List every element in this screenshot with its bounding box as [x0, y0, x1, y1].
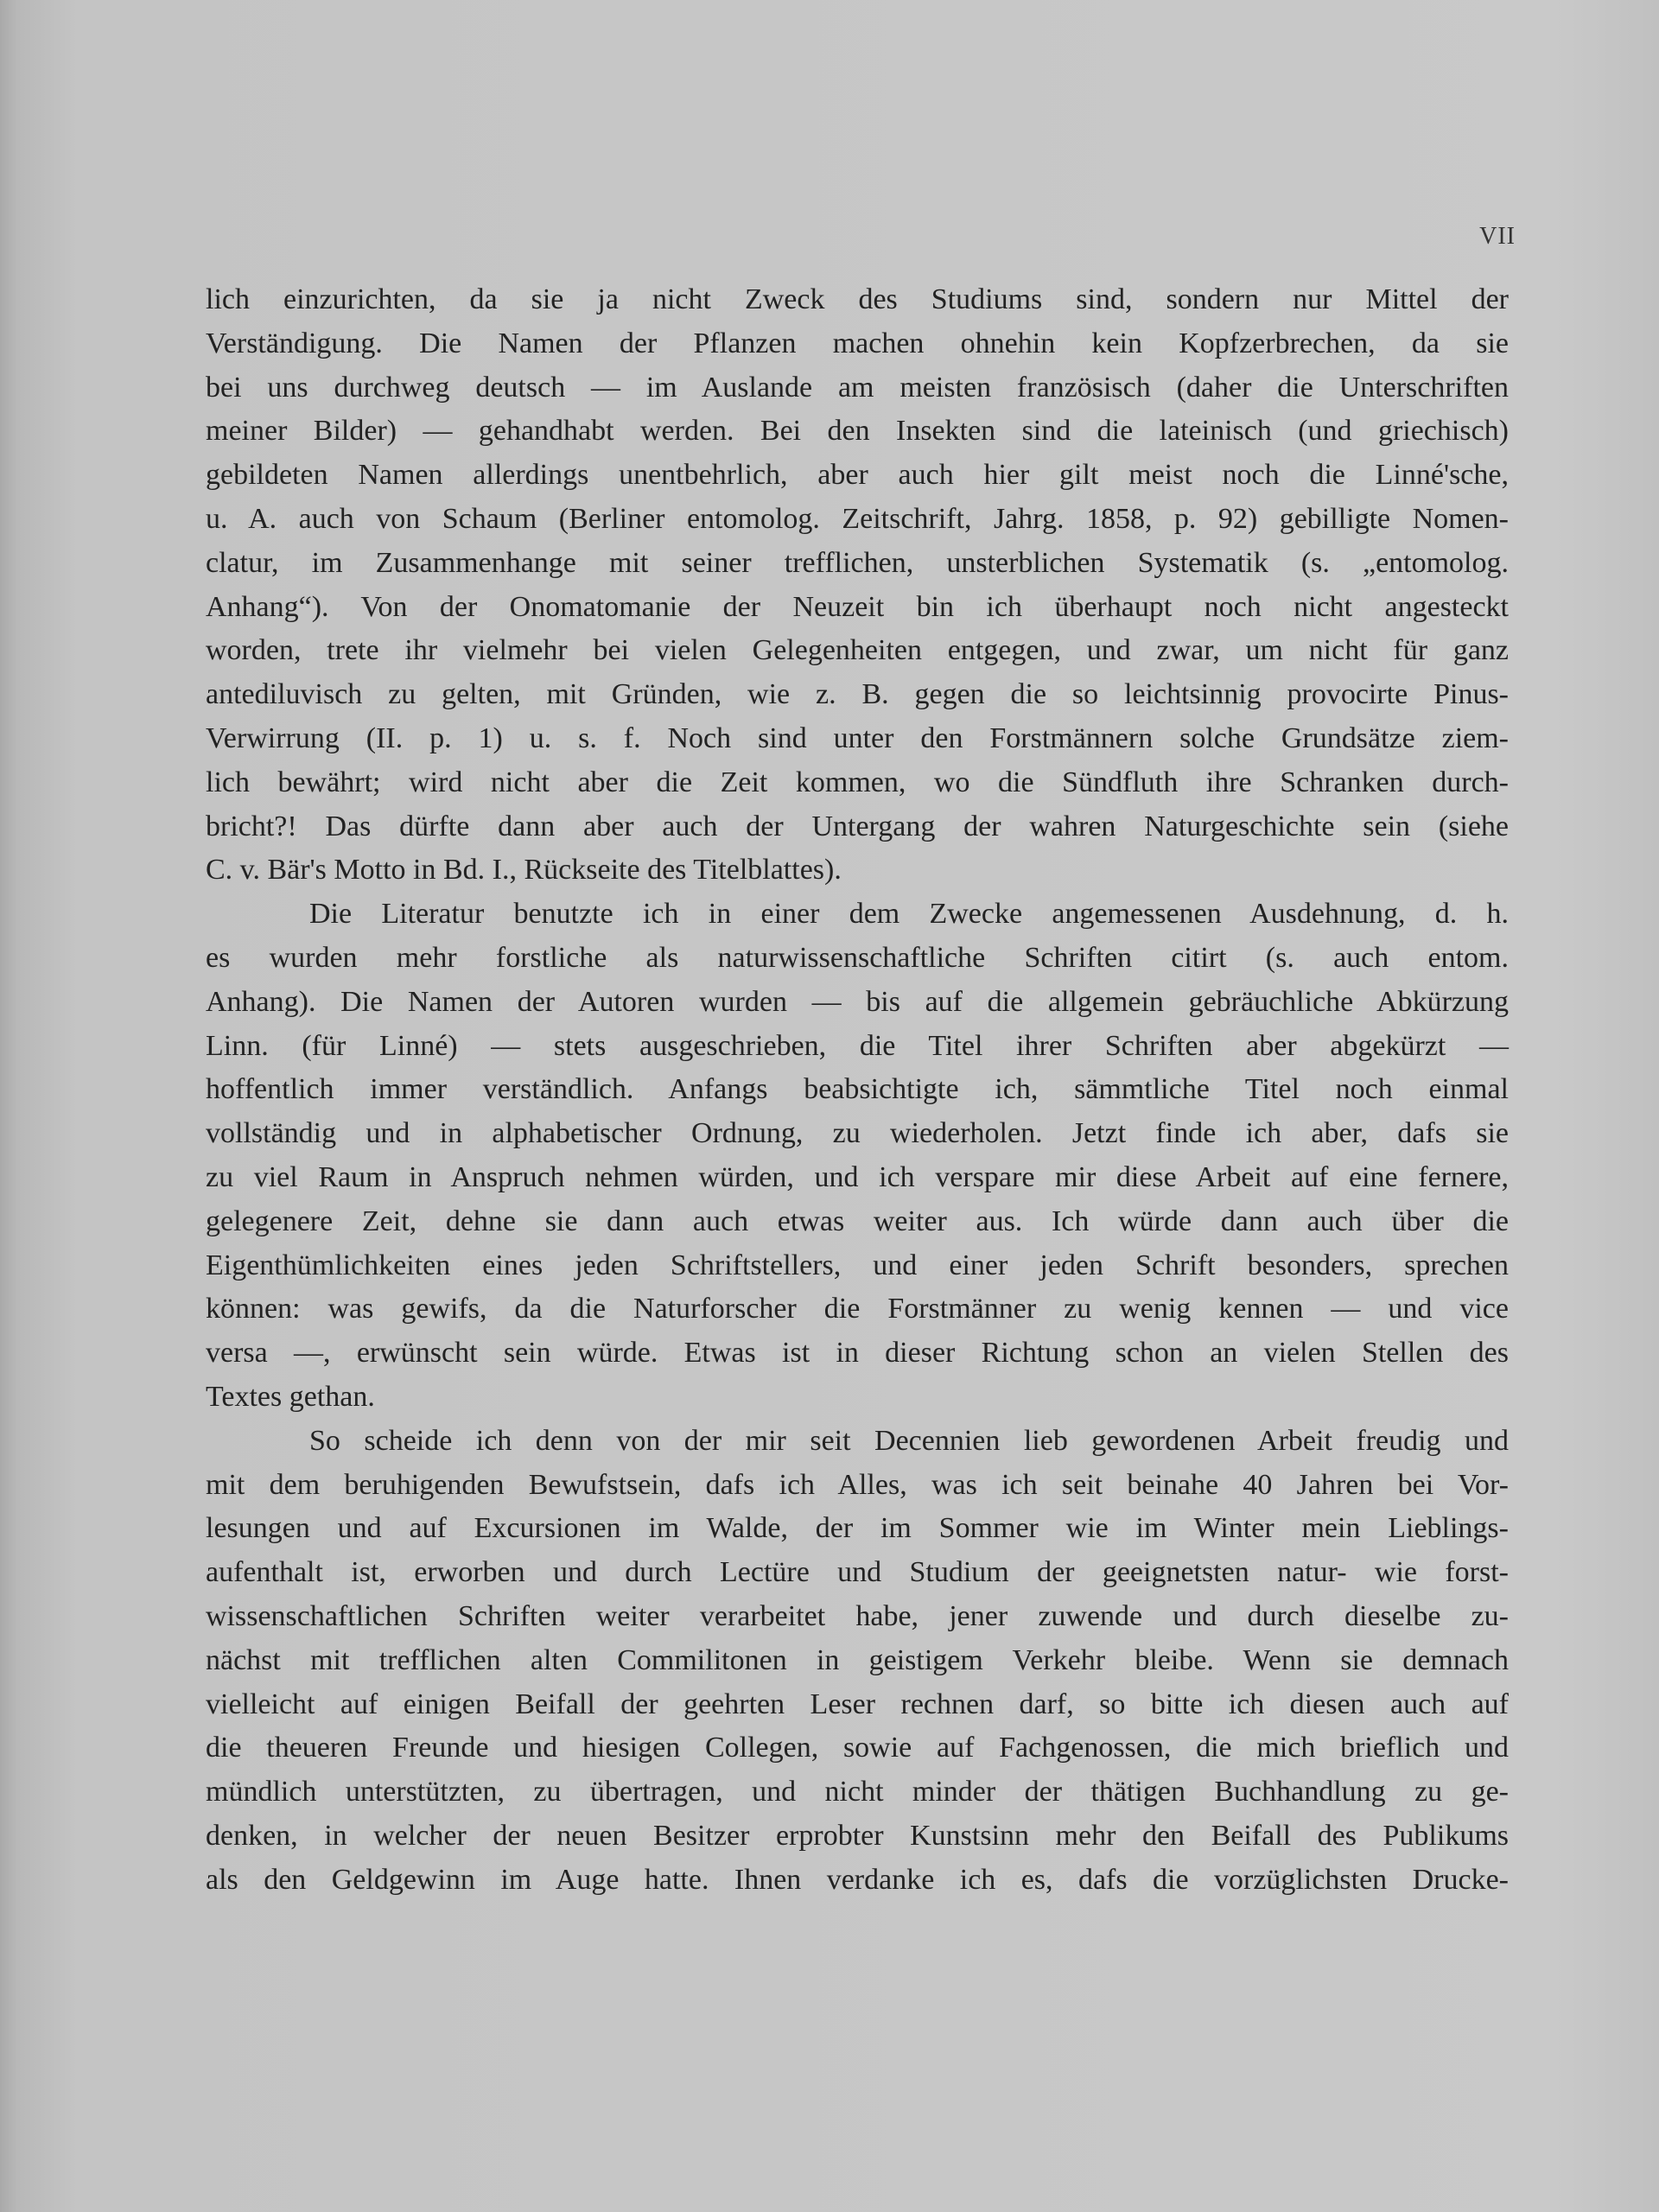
text-line: Die Literatur benutzte ich in einer dem Zwecke angemessenen Ausdehnung, d. h. [309, 898, 1509, 931]
text-line: aufenthalt ist, erworben und durch Lectüre und Studium der geeignetsten natur- wie forst- [206, 1556, 1509, 1589]
text-line: zu viel Raum in Anspruch nehmen würden, und ich verspare mir diese Arbeit auf eine fernere, [206, 1160, 1509, 1193]
text-line: mündlich unterstützten, zu übertragen, und nicht minder der thätigen Buchhandlung zu ge- [206, 1776, 1509, 1808]
text-line: Linn. (für Linné) — stets ausgeschrieben, die Titel ihrer Schriften aber abgekürzt — [206, 1029, 1509, 1062]
paragraph-2 [206, 893, 1509, 1420]
body-text [206, 278, 1509, 1902]
text-line: C. v. Bär's Motto in Bd. I., Rückseite des Titelblattes). [206, 854, 842, 887]
text-line: vollständig und in alphabetischer Ordnung, zu wiederholen. Jetzt finde ich aber, dafs sie [206, 1117, 1509, 1150]
text-line: Verwirrung (II. p. 1) u. s. f. Noch sind unter den Forstmännern solche Grundsätze ziem- [206, 721, 1509, 754]
text-line: u. A. auch von Schaum (Berliner entomolog. Zeitschrift, Jahrg. 1858, p. 92) gebilligte Nomen- [206, 502, 1509, 535]
text-line: Eigenthümlichkeiten eines jeden Schriftstellers, und einer jeden Schrift besonders, sprechen [206, 1249, 1509, 1281]
text-line: als den Geldgewinn im Auge hatte. Ihnen verdanke ich es, dafs die vorzüglichsten Drucke- [206, 1863, 1509, 1896]
text-line: Anhang). Die Namen der Autoren wurden — bis auf die allgemein gebräuchliche Abkürzung [206, 985, 1509, 1018]
text-line: bricht?! Das dürfte dann aber auch der Untergang der wahren Naturgeschichte sein (siehe [206, 810, 1509, 842]
text-line: bei uns durchweg deutsch — im Auslande am meisten französisch (daher die Unterschriften [206, 371, 1509, 404]
text-line: antediluvisch zu gelten, mit Gründen, wie z. B. gegen die so leichtsinnig provocirte Pinus- [206, 678, 1509, 711]
text-line: worden, trete ihr vielmehr bei vielen Gelegenheiten entgegen, und zwar, um nicht für ganz [206, 634, 1509, 667]
text-line: die theueren Freunde und hiesigen Collegen, sowie auf Fachgenossen, die mich brieflich und [206, 1732, 1509, 1764]
text-line: es wurden mehr forstliche als naturwissenschaftliche Schriften citirt (s. auch entom. [206, 941, 1509, 974]
text-line: mit dem beruhigenden Bewufstsein, dafs ich Alles, was ich seit beinahe 40 Jahren bei Vor- [206, 1468, 1509, 1501]
text-line: hoffentlich immer verständlich. Anfangs beabsichtigte ich, sämmtliche Titel noch einmal [206, 1073, 1509, 1106]
text-line: vielleicht auf einigen Beifall der geehrten Leser rechnen darf, so bitte ich diesen auch auf [206, 1688, 1509, 1720]
text-line: nächst mit trefflichen alten Commilitonen in geistigem Verkehr bleibe. Wenn sie demnach [206, 1643, 1509, 1676]
text-line: gebildeten Namen allerdings unentbehrlich, aber auch hier gilt meist noch die Linné'sche, [206, 459, 1509, 492]
paragraph-1 [206, 278, 1509, 893]
text-line: versa —, erwünscht sein würde. Etwas ist in dieser Richtung schon an vielen Stellen des [206, 1337, 1509, 1370]
text-line: gelegenere Zeit, dehne sie dann auch etwas weiter aus. Ich würde dann auch über die [206, 1205, 1509, 1237]
paragraph-3 [206, 1420, 1509, 1903]
text-line: denken, in welcher der neuen Besitzer erprobter Kunstsinn mehr den Beifall des Publikums [206, 1819, 1509, 1852]
text-line: clatur, im Zusammenhange mit seiner trefflichen, unsterblichen Systematik (s. „entomolog. [206, 546, 1509, 579]
text-line: lich bewährt; wird nicht aber die Zeit kommen, wo die Sündfluth ihre Schranken durch- [206, 766, 1509, 798]
page-number: VII [1479, 223, 1516, 250]
text-line: Anhang“). Von der Onomatomanie der Neuzeit bin ich überhaupt noch nicht angesteckt [206, 590, 1509, 623]
text-line: lich einzurichten, da sie ja nicht Zweck des Studiums sind, sondern nur Mittel der [206, 283, 1509, 315]
text-line: können: was gewifs, da die Naturforscher die Forstmänner zu wenig kennen — und vice [206, 1293, 1509, 1325]
text-line: Textes gethan. [206, 1380, 375, 1413]
text-line: wissenschaftlichen Schriften weiter verarbeitet habe, jener zuwende und durch dieselbe zu- [206, 1599, 1509, 1632]
text-line: Verständigung. Die Namen der Pflanzen machen ohnehin kein Kopfzerbrechen, da sie [206, 327, 1509, 359]
text-line: meiner Bilder) — gehandhabt werden. Bei den Insekten sind die lateinisch (und griechisch) [206, 415, 1509, 448]
text-line: So scheide ich denn von der mir seit Decennien lieb gewordenen Arbeit freudig und [309, 1424, 1509, 1457]
text-line: lesungen und auf Excursionen im Walde, der im Sommer wie im Winter mein Lieblings- [206, 1512, 1509, 1545]
